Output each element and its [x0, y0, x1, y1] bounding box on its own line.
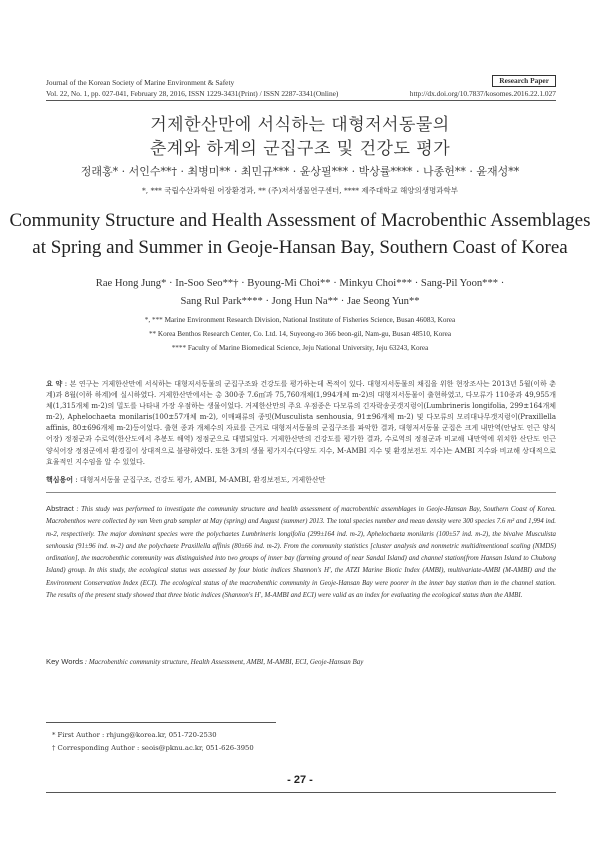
korean-abstract — [46, 378, 556, 468]
journal-name: Journal of the Korean Society of Marine Environment & Safety — [46, 78, 235, 87]
abstract-divider — [46, 492, 556, 493]
korean-affiliation: *, *** 국립수산과학원 어장환경과, ** (주)저서생물연구센터, **** 제주대학교 해양의생명과학부 — [142, 186, 458, 195]
page-number: - 27 - — [287, 774, 313, 786]
english-abstract-label: Abstract — [46, 504, 74, 513]
korean-keywords-label: 핵심용어 — [46, 475, 74, 484]
research-paper-badge: Research Paper — [492, 75, 556, 87]
english-abstract — [46, 503, 556, 602]
journal-volume-info: Vol. 22, No. 1, pp. 027-041, February 28, 2016, ISSN 1229-3431(Print) / ISSN 2287-3341(Online) — [46, 89, 339, 98]
korean-abstract-label: 요 약 — [46, 379, 63, 388]
english-keywords-label: Key Words — [46, 657, 83, 666]
english-authors-line-1: Rae Hong Jung* · In-Soo Seo**† · Byoung-Mi Choi** · Minkyu Choi*** · Sang-Pil Yoon*** · — [95, 278, 505, 289]
english-authors-line-2: Sang Rul Park**** · Jong Hun Na** · Jae Seong Yun** — [180, 296, 420, 307]
footnote-rule — [46, 722, 276, 723]
english-title-line-1: Community Structure and Health Assessment of Macrobenthic Assemblages — [9, 210, 591, 231]
english-affiliation-line-2: ** Korea Benthos Research Center, Co. Ltd. 14, Suyeong-ro 366 beon-gil, Nam-gu, Busan 48510, Korea — [148, 330, 452, 338]
english-affiliation-line-3: **** Faculty of Marine Biomedical Science, Jeju National University, Jeju 63243, Korea — [171, 344, 429, 352]
english-abstract-text: : This study was performed to investigate the community structure and health assessment of macrobenthic assemblages in Geoje-Hansan Bay, Southern Coast of Korea. Macrobenthos were collected by van Veen grab sampler at May (spring) and August (summer) 2013. The total species number and mean density were 300 species 7.6 m² and 1,994 ind. m-2, respectively. The major dominant species were the polychaetes Lumbrineris longifolia (299±164 ind. m-2), Aphelochaeta monilaris (100±57 ind. m-2), the bivalve Musculista senhousia (91±96 ind. m-2) and the polychaete Praxillella affinis (80±66 ind. m-2). From the community statistics [cluster analysis and nonmetric multidimentional scaling (NMDS) ordination], the macrobenthic community was distinguished into two groups of inner bay (farming ground of near Sandal Island) and channel station(from Hansan Island to Chubong Island) group. In this study, the ecological status was assessed by four biotic indices Shannon's H', the ATZI Marine Biotic Index (AMBI), multivariate-AMBI (M-AMBI) and the Environment Conservation Index (ECI). The ecological status of the macrobenthic community in Geoje-Hansan Bay were poorer in the inner bay station than in the channel station. The results of the present study showed that three biotic indices (Shannon's H', M-AMBI and ECI) were valid as an index for evaluating the ecological status than the AMBI. — [46, 506, 556, 600]
first-author-footnote: * First Author : rhjung@korea.kr, 051-720-2530 — [52, 731, 217, 739]
footer-rule — [46, 792, 556, 793]
english-keywords — [46, 657, 556, 666]
header-rule — [46, 100, 556, 101]
corresponding-author-footnote: † Corresponding Author : seois@pknu.ac.kr, 051-626-3950 — [52, 744, 254, 752]
korean-title-line-1: 거제한산만에 서식하는 대형저서동물의 — [150, 115, 450, 135]
korean-keywords-text: : 대형저서동물 군집구조, 건강도 평가, AMBI, M-AMBI, 환경보전도, 거제한산만 — [73, 476, 326, 484]
korean-authors: 정래홍* · 서인수**† · 최병미** · 최민규*** · 윤상필*** · 박상률**** · 나종헌** · 윤재성** — [80, 165, 520, 178]
english-keywords-text: : Macrobenthic community structure, Health Assessment, AMBI, M-AMBI, ECI, Geoje-Hansan Bay — [83, 658, 364, 666]
korean-title-line-2: 춘계와 하계의 군집구조 및 건강도 평가 — [149, 139, 451, 159]
korean-keywords — [46, 475, 556, 485]
english-title-line-2: at Spring and Summer in Geoje-Hansan Bay, Southern Coast of Korea — [32, 237, 568, 258]
korean-abstract-text: : 본 연구는 거제한산만에 서식하는 대형저서동물의 군집구조와 건강도를 평가하는데 목적이 있다. 대형저서동물의 채집을 위한 현장조사는 2013년 5월(이하 춘계)과 8월(이하 하계)에 실시하였다. 거제한산만에서는 총 300종 7.6㎡과 75,760개체(1,994개체 m-2)의 대형저서동물이 출현하였고, 다모류가 110종과 49,955개체(1,315개체 m-2)의 밀도를 나타내 가장 우점하는 생물이었다. 거제한산만의 주요 우점종은 다모류의 긴자락송곳갯지렁이(Lumbrineris longifolia, 299±164개체 m-2), Aphelochaeta monilaris(100±57개체 m-2), 이매패류의 종밋(Musculista senhousia, 91±96개체 m-2) 및 다모류의 모리대나무갯지렁이(Praxillella affinis, 80±696개체 m-2)등이었다. 출현 종과 개체수의 자료를 근거로 대형저서동물의 군집구조를 파악한 결과, 대형저서동물 군집은 크게 내만역(안남도 인근 양식어장) 정점군과 수로역(한산도에서 추봉도 해역) 정점군으로 대별되었다. 거제한산만의 건강도를 평가한 결과, 수로역의 정점군과 비교해 내만역에 위치한 산단도 인근 양식어장 정점군에서 환경질이 상대적으로 불량하였다. 또한 3개의 생물 평가지수(다양도 지수, M-AMBI 지수 및 환경보전도 지수)는 AMBI 지수와 비교해 상대적으로 효율적인 지수임을 알 수 있었다. — [46, 380, 556, 466]
doi-link[interactable]: http://dx.doi.org/10.7837/kosomes.2016.22.1.027 — [409, 89, 556, 98]
english-affiliation-line-1: *, *** Marine Environment Research Division, National Institute of Fisheries Science, Busan 46083, Korea — [144, 316, 456, 324]
